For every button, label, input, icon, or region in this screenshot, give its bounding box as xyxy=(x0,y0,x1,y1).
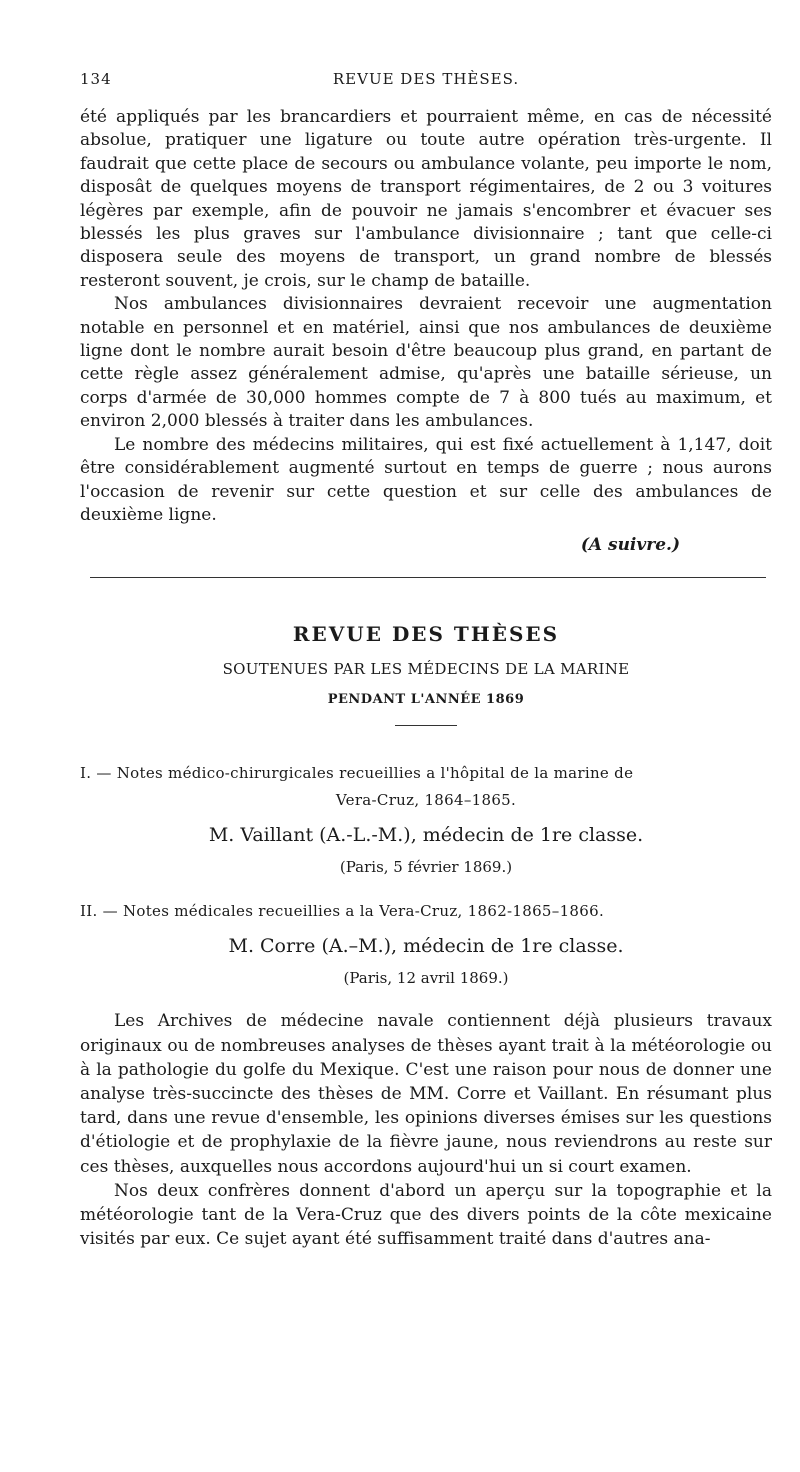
short-divider xyxy=(395,725,457,726)
section-year: PENDANT L'ANNÉE 1869 xyxy=(327,692,525,708)
to-be-continued-note: (A suivre.) xyxy=(580,535,680,556)
thesis-title xyxy=(80,898,772,925)
thesis-author: M. Vaillant (A.-L.-M.), médecin de 1re classe. xyxy=(208,824,644,847)
paragraph: Nos deux confrères donnent d'abord un aperçu sur la topographie et la météorologie tant de la Vera-Cruz que des divers points de la côte mexicaine visités par eux. Ce sujet ayant été suffisamment traité dans d'autres ana- xyxy=(80,1180,772,1250)
paragraph: Les Archives de médecine navale contiennent déjà plusieurs travaux originaux ou de nombreuses analyses de thèses ayant trait à la météorologie ou à la pathologie du golfe du Mexique. C'est une raison pour nous de donner une analyse très-succincte des thèses de MM. Corre et Vaillant. En résumant plus tard, dans une revue d'ensemble, les opinions diverses émises sur les questions d'étiologie et de prophylaxie de la fièvre jaune, nous reviendrons au reste sur ces thèses, auxquelles nous accordons aujourd'hui un si court examen. xyxy=(80,1011,772,1177)
thesis-entry xyxy=(80,898,772,987)
paragraph: Le nombre des médecins militaires, qui est fixé actuellement à 1,147, doit être considérablement augmenté surtout en temps de guerre ; nous aurons l'occasion de revenir sur cette question et sur celle des ambulances de deuxième ligne. xyxy=(80,434,772,525)
thesis-entry xyxy=(80,760,772,876)
thesis-title-line: Vera-Cruz, 1864–1865. xyxy=(335,791,517,810)
continued-article xyxy=(80,106,772,555)
review-text xyxy=(80,1009,772,1251)
paragraph: été appliqués par les brancardiers et pourraient même, en cas de nécessité absolue, pratiquer une ligature ou toute autre opération très-urgente. Il faudrait que cette place de secours ou ambulance volante, peu importe le nom, disposât de quelques moyens de transport régimentaires, de 2 ou 3 voitures légères par exemple, afin de pouvoir ne jamais s'encombrer et évacuer ses blessés les plus graves sur l'ambulance divisionnaire ; tant que celle-ci disposera seule des moyens de transport, un grand nombre de blessés resteront souvent, je crois, sur le champ de bataille. xyxy=(80,107,772,291)
thesis-date: (Paris, 12 avril 1869.) xyxy=(343,969,509,988)
thesis-title-line: II. — Notes médicales recueillies a la Vera-Cruz, 1862-1865–1866. xyxy=(80,902,605,921)
thesis-date: (Paris, 5 février 1869.) xyxy=(339,858,513,877)
section-divider xyxy=(90,577,766,578)
section-subtitle: SOUTENUES PAR LES MÉDECINS DE LA MARINE xyxy=(222,660,630,679)
section-title: REVUE DES THÈSES xyxy=(292,622,560,647)
thesis-title xyxy=(80,760,772,814)
thesis-title-line: I. — Notes médico-chirurgicales recueillies a l'hôpital de la marine de xyxy=(80,764,634,783)
thesis-author: M. Corre (A.–M.), médecin de 1re classe. xyxy=(228,935,624,958)
paragraph: Nos ambulances divisionnaires devraient recevoir une augmentation notable en personnel et en matériel, ainsi que nos ambulances de deuxième ligne dont le nombre aurait besoin d'être beaucoup plus grand, en partant de cette règle assez généralement admise, qu'après une bataille sérieuse, un corps d'armée de 30,000 hommes compte de 7 à 800 tués au maximum, et environ 2,000 blessés à traiter dans les ambulances. xyxy=(80,294,772,432)
running-head xyxy=(80,70,772,94)
running-title: REVUE DES THÈSES. xyxy=(332,70,520,88)
page-number: 134 xyxy=(80,70,112,88)
